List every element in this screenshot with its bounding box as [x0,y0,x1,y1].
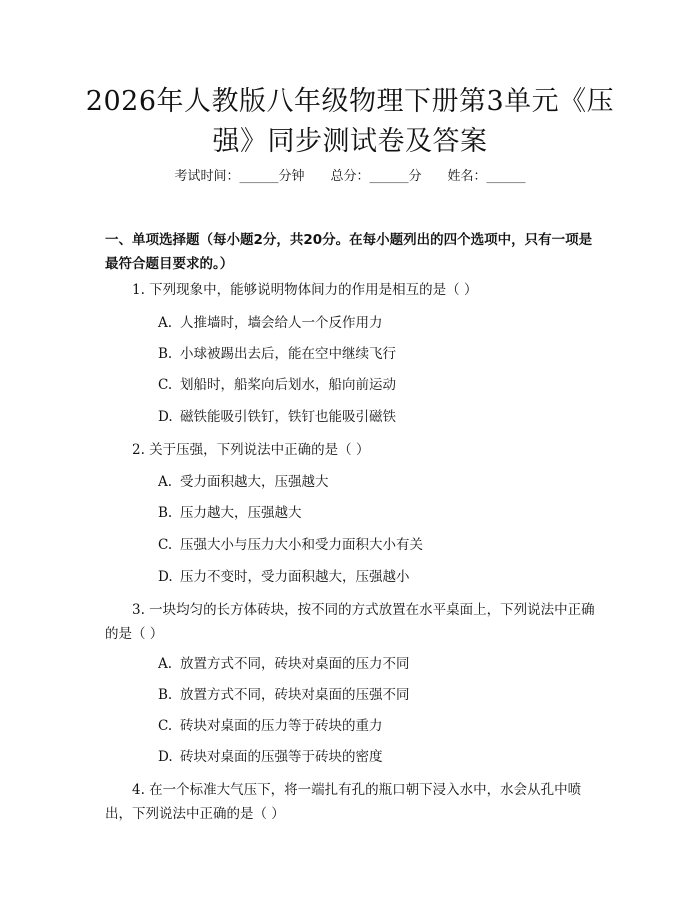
title-line-1: 2026年人教版八年级物理下册第3单元《压 [85,86,615,117]
time-label: 考试时间： [174,169,240,184]
option-letter: C. [158,718,173,734]
option-letter: B. [158,505,173,521]
option-text: 砖块对桌面的压力等于砖块的重力 [180,718,383,734]
question-1-option-c [158,375,598,395]
option-text: 放置方式不同，砖块对桌面的压力不同 [180,656,410,672]
option-text: 压强大小与压力大小和受力面积大小有关 [180,537,423,553]
exam-info [0,168,700,186]
option-text: 压力不变时，受力面积越大，压强越小 [180,569,410,585]
question-1: 1. 下列现象中，能够说明物体间力的作用是相互的是（ ） [132,282,478,298]
option-letter: A. [158,474,173,490]
option-text: 人推墙时，墙会给人一个反作用力 [180,315,383,331]
option-letter: B. [158,346,173,362]
option-text: 划船时，船桨向后划水，船向前运动 [180,377,396,393]
document-title [80,82,620,162]
title-line-2: 强》同步测试卷及答案 [212,126,488,157]
question-2: 2. 关于压强，下列说法中正确的是（ ） [132,442,370,458]
option-text: 放置方式不同，砖块对桌面的压强不同 [180,687,410,703]
option-letter: D. [158,569,173,585]
question-3-option-b [158,685,598,705]
option-letter: C. [158,377,173,393]
question-3-option-d [158,747,598,767]
option-text: 砖块对桌面的压强等于砖块的密度 [180,749,383,765]
question-2-option-d [158,567,598,587]
option-letter: D. [158,409,173,425]
question-3-option-c [158,716,598,736]
question-2-option-c [158,535,598,555]
option-letter: A. [158,656,173,672]
option-letter: D. [158,749,173,765]
question-1-option-d [158,407,598,427]
score-blank: ______分 [369,169,422,184]
question-2-option-a [158,472,598,492]
option-letter: A. [158,315,173,331]
option-text: 压力越大，压强越大 [180,505,302,521]
section-heading: 一、单项选择题（每小题2分，共20分。在每小题列出的四个选项中，只有一项是最符合题目要求的。） [105,232,593,272]
name-blank: ______ [486,169,526,184]
option-letter: C. [158,537,173,553]
option-text: 受力面积越大，压强越大 [180,474,329,490]
option-text: 磁铁能吸引铁钉，铁钉也能吸引磁铁 [180,409,396,425]
question-1-option-a [158,313,598,333]
question-4: 4. 在一个标准大气压下，将一端扎有孔的瓶口朝下浸入水中，水会从孔中喷出，下列说法中正确的是（ ） [105,782,582,822]
name-label: 姓名： [447,169,487,184]
question-1-option-b [158,344,598,364]
time-blank: ______分钟 [239,169,305,184]
question-2-option-b [158,503,598,523]
score-label: 总分： [330,169,370,184]
option-text: 小球被踢出去后，能在空中继续飞行 [180,346,396,362]
option-letter: B. [158,687,173,703]
question-3-option-a [158,654,598,674]
question-3: 3. 一块均匀的长方体砖块，按不同的方式放置在水平桌面上，下列说法中正确的是（ ） [105,602,595,642]
